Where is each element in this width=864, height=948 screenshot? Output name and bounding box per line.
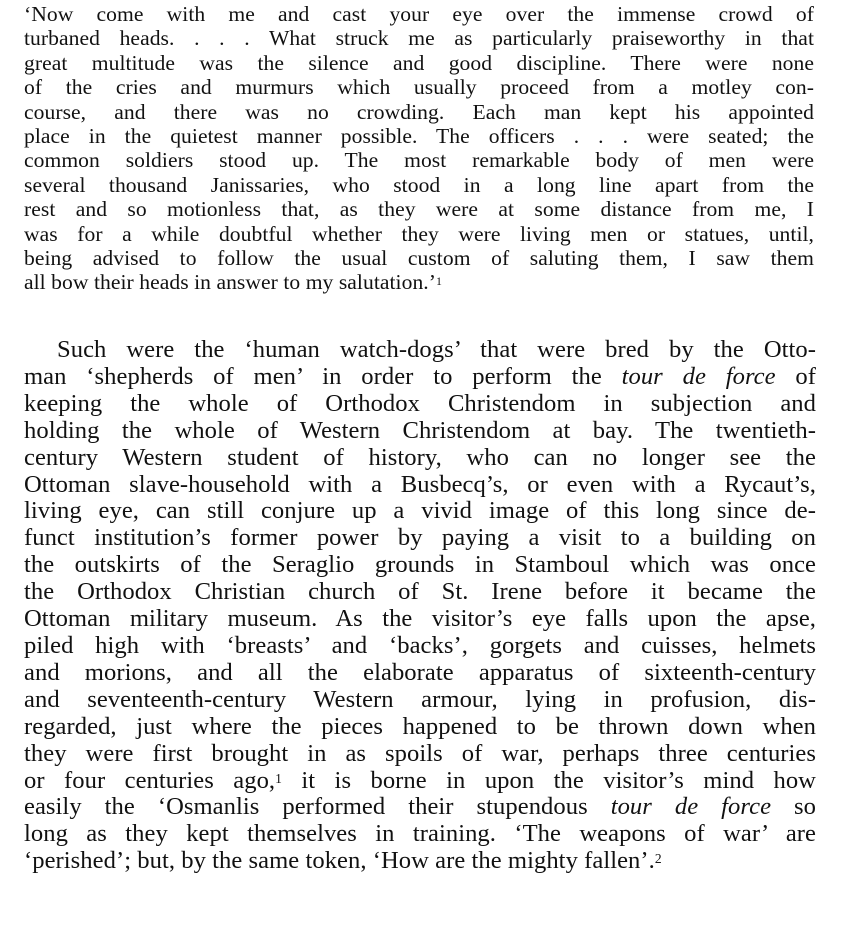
paragraph-line <box>24 794 816 821</box>
text-run: or four centuries ago, <box>24 766 276 794</box>
quote-line: was for a while doubtful whether they were living men or statues, until, <box>24 221 814 246</box>
paragraph-line <box>24 364 816 391</box>
quote-line: several thousand Janissaries, who stood in a long line apart from the <box>24 172 814 197</box>
quote-line: great multitude was the silence and good discipline. There were none <box>24 50 814 75</box>
quote-line: of the cries and murmurs which usually proceed from a motley con- <box>24 75 814 100</box>
quote-line: place in the quietest manner possible. The officers . . . were seated; the <box>24 124 814 149</box>
quote-text: all bow their heads in answer to my salutation.’ <box>24 270 436 295</box>
quote-line: ‘Now come with me and cast your eye over the immense crowd of <box>24 2 814 26</box>
quote-line-last <box>24 270 814 294</box>
paragraph-line: piled high with ‘breasts’ and ‘backs’, gorgets and cuisses, helmets <box>24 631 816 659</box>
quote-line: being advised to follow the usual custom of saluting them, I saw them <box>24 246 814 271</box>
quote-line: course, and there was no crowding. Each man kept his appointed <box>24 99 814 124</box>
paragraph-line: the outskirts of the Seraglio grounds in Stamboul which was once <box>24 551 816 579</box>
italic-phrase: tour de force <box>610 793 772 821</box>
italic-phrase: tour de force <box>621 362 776 390</box>
footnote-marker[interactable]: 1 <box>275 770 282 786</box>
text-run: so <box>771 793 816 821</box>
paragraph-line: Such were the ‘human watch-dogs’ that were bred by the Otto- <box>57 336 816 363</box>
paragraph-line: the Orthodox Christian church of St. Irene before it became the <box>24 578 816 606</box>
quote-line: turbaned heads. . . . What struck me as particularly praiseworthy in that <box>24 26 814 51</box>
paragraph-line: holding the whole of Western Christendom at bay. The twentieth- <box>24 416 816 444</box>
paragraph-line: Ottoman military museum. As the visitor’s eye falls upon the apse, <box>24 605 816 633</box>
paragraph-line-last <box>24 848 816 875</box>
paragraph-line: century Western student of history, who can no longer see the <box>24 443 816 471</box>
block-quote <box>24 2 814 295</box>
paragraph-line: long as they kept themselves in training. ‘The weapons of war’ are <box>24 820 816 848</box>
text-run: it is borne in upon the visitor’s mind how <box>281 766 816 794</box>
paragraph-line: regarded, just where the pieces happened to be thrown down when <box>24 712 816 740</box>
paragraph-line: they were first brought in as spoils of war, perhaps three centuries <box>24 739 816 767</box>
paragraph-line <box>24 768 816 795</box>
paragraph-line: and morions, and all the elaborate apparatus of sixteenth-century <box>24 658 816 686</box>
paragraph-line: and seventeenth-century Western armour, lying in profusion, dis- <box>24 685 816 713</box>
paragraph-line: funct institution’s former power by paying a visit to a building on <box>24 524 816 552</box>
paragraph-line: living eye, can still conjure up a vivid image of this long since de- <box>24 497 816 525</box>
paragraph-line: keeping the whole of Orthodox Christendom in subjection and <box>24 389 816 417</box>
quote-line: common soldiers stood up. The most remarkable body of men were <box>24 148 814 173</box>
text-run: of <box>775 362 816 390</box>
paragraph-line: Ottoman slave-household with a Busbecq’s, or even with a Rycaut’s, <box>24 470 816 498</box>
footnote-marker[interactable]: 2 <box>654 851 662 867</box>
text-run: man ‘shepherds of men’ in order to perform the <box>24 362 622 390</box>
text-run: ‘perished’; but, by the same token, ‘How are the mighty fallen’. <box>24 847 655 875</box>
quote-line: rest and so motionless that, as they were at some distance from me, I <box>24 197 814 222</box>
body-paragraph <box>24 337 816 875</box>
text-run: easily the ‘Osmanlis performed their stupendous <box>24 793 611 821</box>
footnote-marker[interactable]: 1 <box>436 274 442 289</box>
